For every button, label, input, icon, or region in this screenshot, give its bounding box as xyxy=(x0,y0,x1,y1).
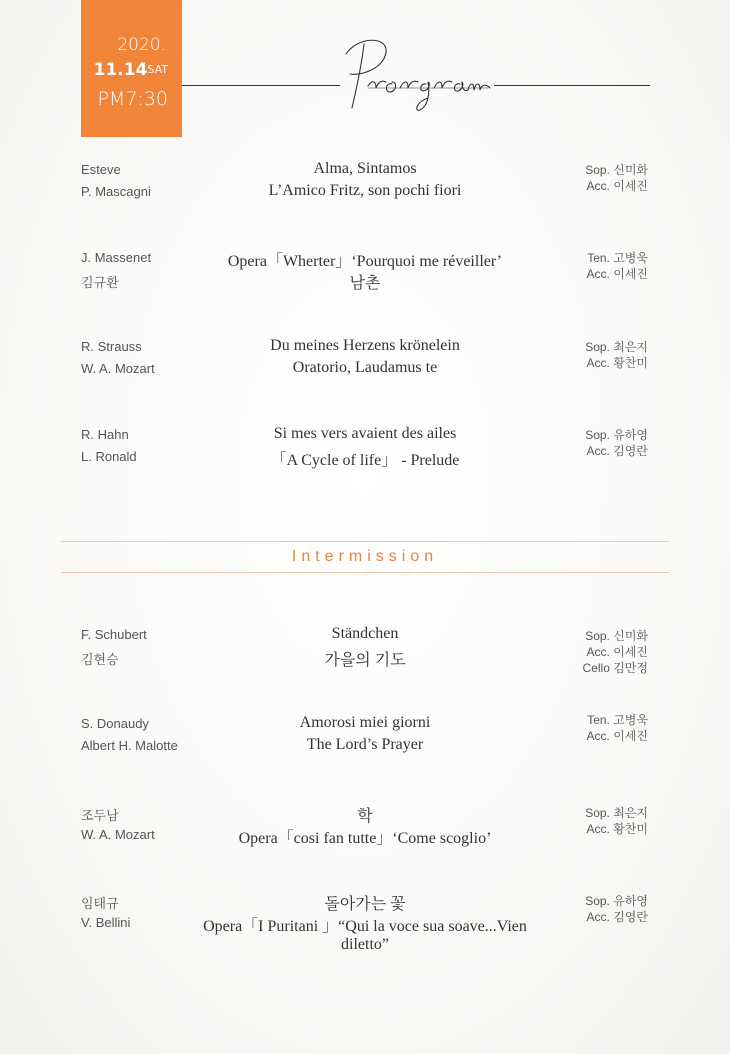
program-item xyxy=(0,250,730,300)
composer: L. Ronald xyxy=(81,449,137,464)
performer: Acc. 이세진 xyxy=(586,729,648,743)
performer: Ten. 고병욱 xyxy=(587,251,648,265)
composer: R. Strauss xyxy=(81,339,142,354)
work-title: L’Amico Fritz, son pochi fiori xyxy=(268,182,462,199)
performer: Ten. 고병욱 xyxy=(587,713,648,727)
title-rule-right xyxy=(494,85,650,86)
work-title: Opera「I Puritani 」“Qui la voce sua soave...Vien diletto” xyxy=(203,918,527,953)
performers xyxy=(585,162,648,194)
composer: R. Hahn xyxy=(81,427,129,442)
program-item xyxy=(0,805,730,855)
work-title: 「A Cycle of life」 - Prelude xyxy=(270,452,460,469)
composer: 조두남 xyxy=(81,808,119,823)
composer: W. A. Mozart xyxy=(81,827,155,842)
composer: 임태규 xyxy=(81,896,119,911)
program-item xyxy=(0,162,730,212)
composer: V. Bellini xyxy=(81,915,131,930)
performers xyxy=(587,250,648,282)
concert-date xyxy=(94,60,168,80)
title-rule-left xyxy=(182,85,340,86)
concert-year: 2020. xyxy=(117,35,166,55)
work-title: The Lord’s Prayer xyxy=(306,736,424,753)
work-title: 가을의 기도 xyxy=(324,652,406,669)
work-title: Si mes vers avaient des ailes xyxy=(273,425,457,442)
performer: Cello 김만정 xyxy=(582,661,648,675)
composer: Albert H. Malotte xyxy=(81,738,178,753)
performer: Sop. 유하영 xyxy=(585,894,648,908)
work-title: Alma, Sintamos xyxy=(313,160,417,177)
performer: Acc. 김영란 xyxy=(586,444,648,458)
concert-time: PM7:30 xyxy=(97,88,168,110)
performer: Acc. 황찬미 xyxy=(586,356,648,370)
composer: F. Schubert xyxy=(81,627,147,642)
concert-weekday: SAT xyxy=(147,63,168,76)
work-title: Ständchen xyxy=(331,625,399,642)
composer: Esteve xyxy=(81,162,121,177)
performer: Acc. 이세진 xyxy=(586,267,648,281)
performer: Acc. 이세진 xyxy=(586,645,648,659)
work-title: 돌아가는 꽃 xyxy=(324,896,406,913)
program-item xyxy=(0,339,730,389)
work-title: Opera「cosi fan tutte」‘Come scoglio’ xyxy=(238,830,492,847)
performer: Sop. 최은지 xyxy=(585,340,648,354)
program-script-title xyxy=(338,32,494,116)
performers xyxy=(587,712,648,744)
performers xyxy=(585,893,648,925)
composer: W. A. Mozart xyxy=(81,361,155,376)
work-title: Du meines Herzens krönelein xyxy=(270,337,460,354)
program-item xyxy=(0,893,730,953)
performers xyxy=(585,427,648,459)
performers xyxy=(583,628,648,676)
intermission-rule-bottom xyxy=(61,572,669,573)
performers xyxy=(585,339,648,371)
date-block xyxy=(81,0,182,137)
performer: Acc. 김영란 xyxy=(586,910,648,924)
program-title xyxy=(338,32,494,116)
performer: Sop. 최은지 xyxy=(585,806,648,820)
composer: J. Massenet xyxy=(81,250,152,265)
composer: P. Mascagni xyxy=(81,184,151,199)
performers xyxy=(585,805,648,837)
composer: 김현승 xyxy=(81,652,119,667)
program-item xyxy=(0,627,730,677)
performer: Acc. 황찬미 xyxy=(586,822,648,836)
work-title: Amorosi miei giorni xyxy=(299,714,431,731)
concert-day: 11.14 xyxy=(93,60,148,80)
work-title: 남촌 xyxy=(349,275,381,292)
performer: Sop. 신미화 xyxy=(585,163,648,177)
performer: Sop. 신미화 xyxy=(585,629,648,643)
intermission-label: Intermission xyxy=(291,548,439,565)
work-title: Opera「Wherter」‘Pourquoi me réveiller’ xyxy=(227,253,503,270)
work-title: Oratorio, Laudamus te xyxy=(292,359,438,376)
composer: 김규환 xyxy=(81,275,119,290)
program-item xyxy=(0,427,730,477)
performer: Sop. 유하영 xyxy=(585,428,648,442)
intermission-rule-top xyxy=(61,541,669,542)
work-title: 학 xyxy=(357,808,373,825)
composer: S. Donaudy xyxy=(81,716,149,731)
performer: Acc. 이세진 xyxy=(586,179,648,193)
program-item xyxy=(0,713,730,766)
